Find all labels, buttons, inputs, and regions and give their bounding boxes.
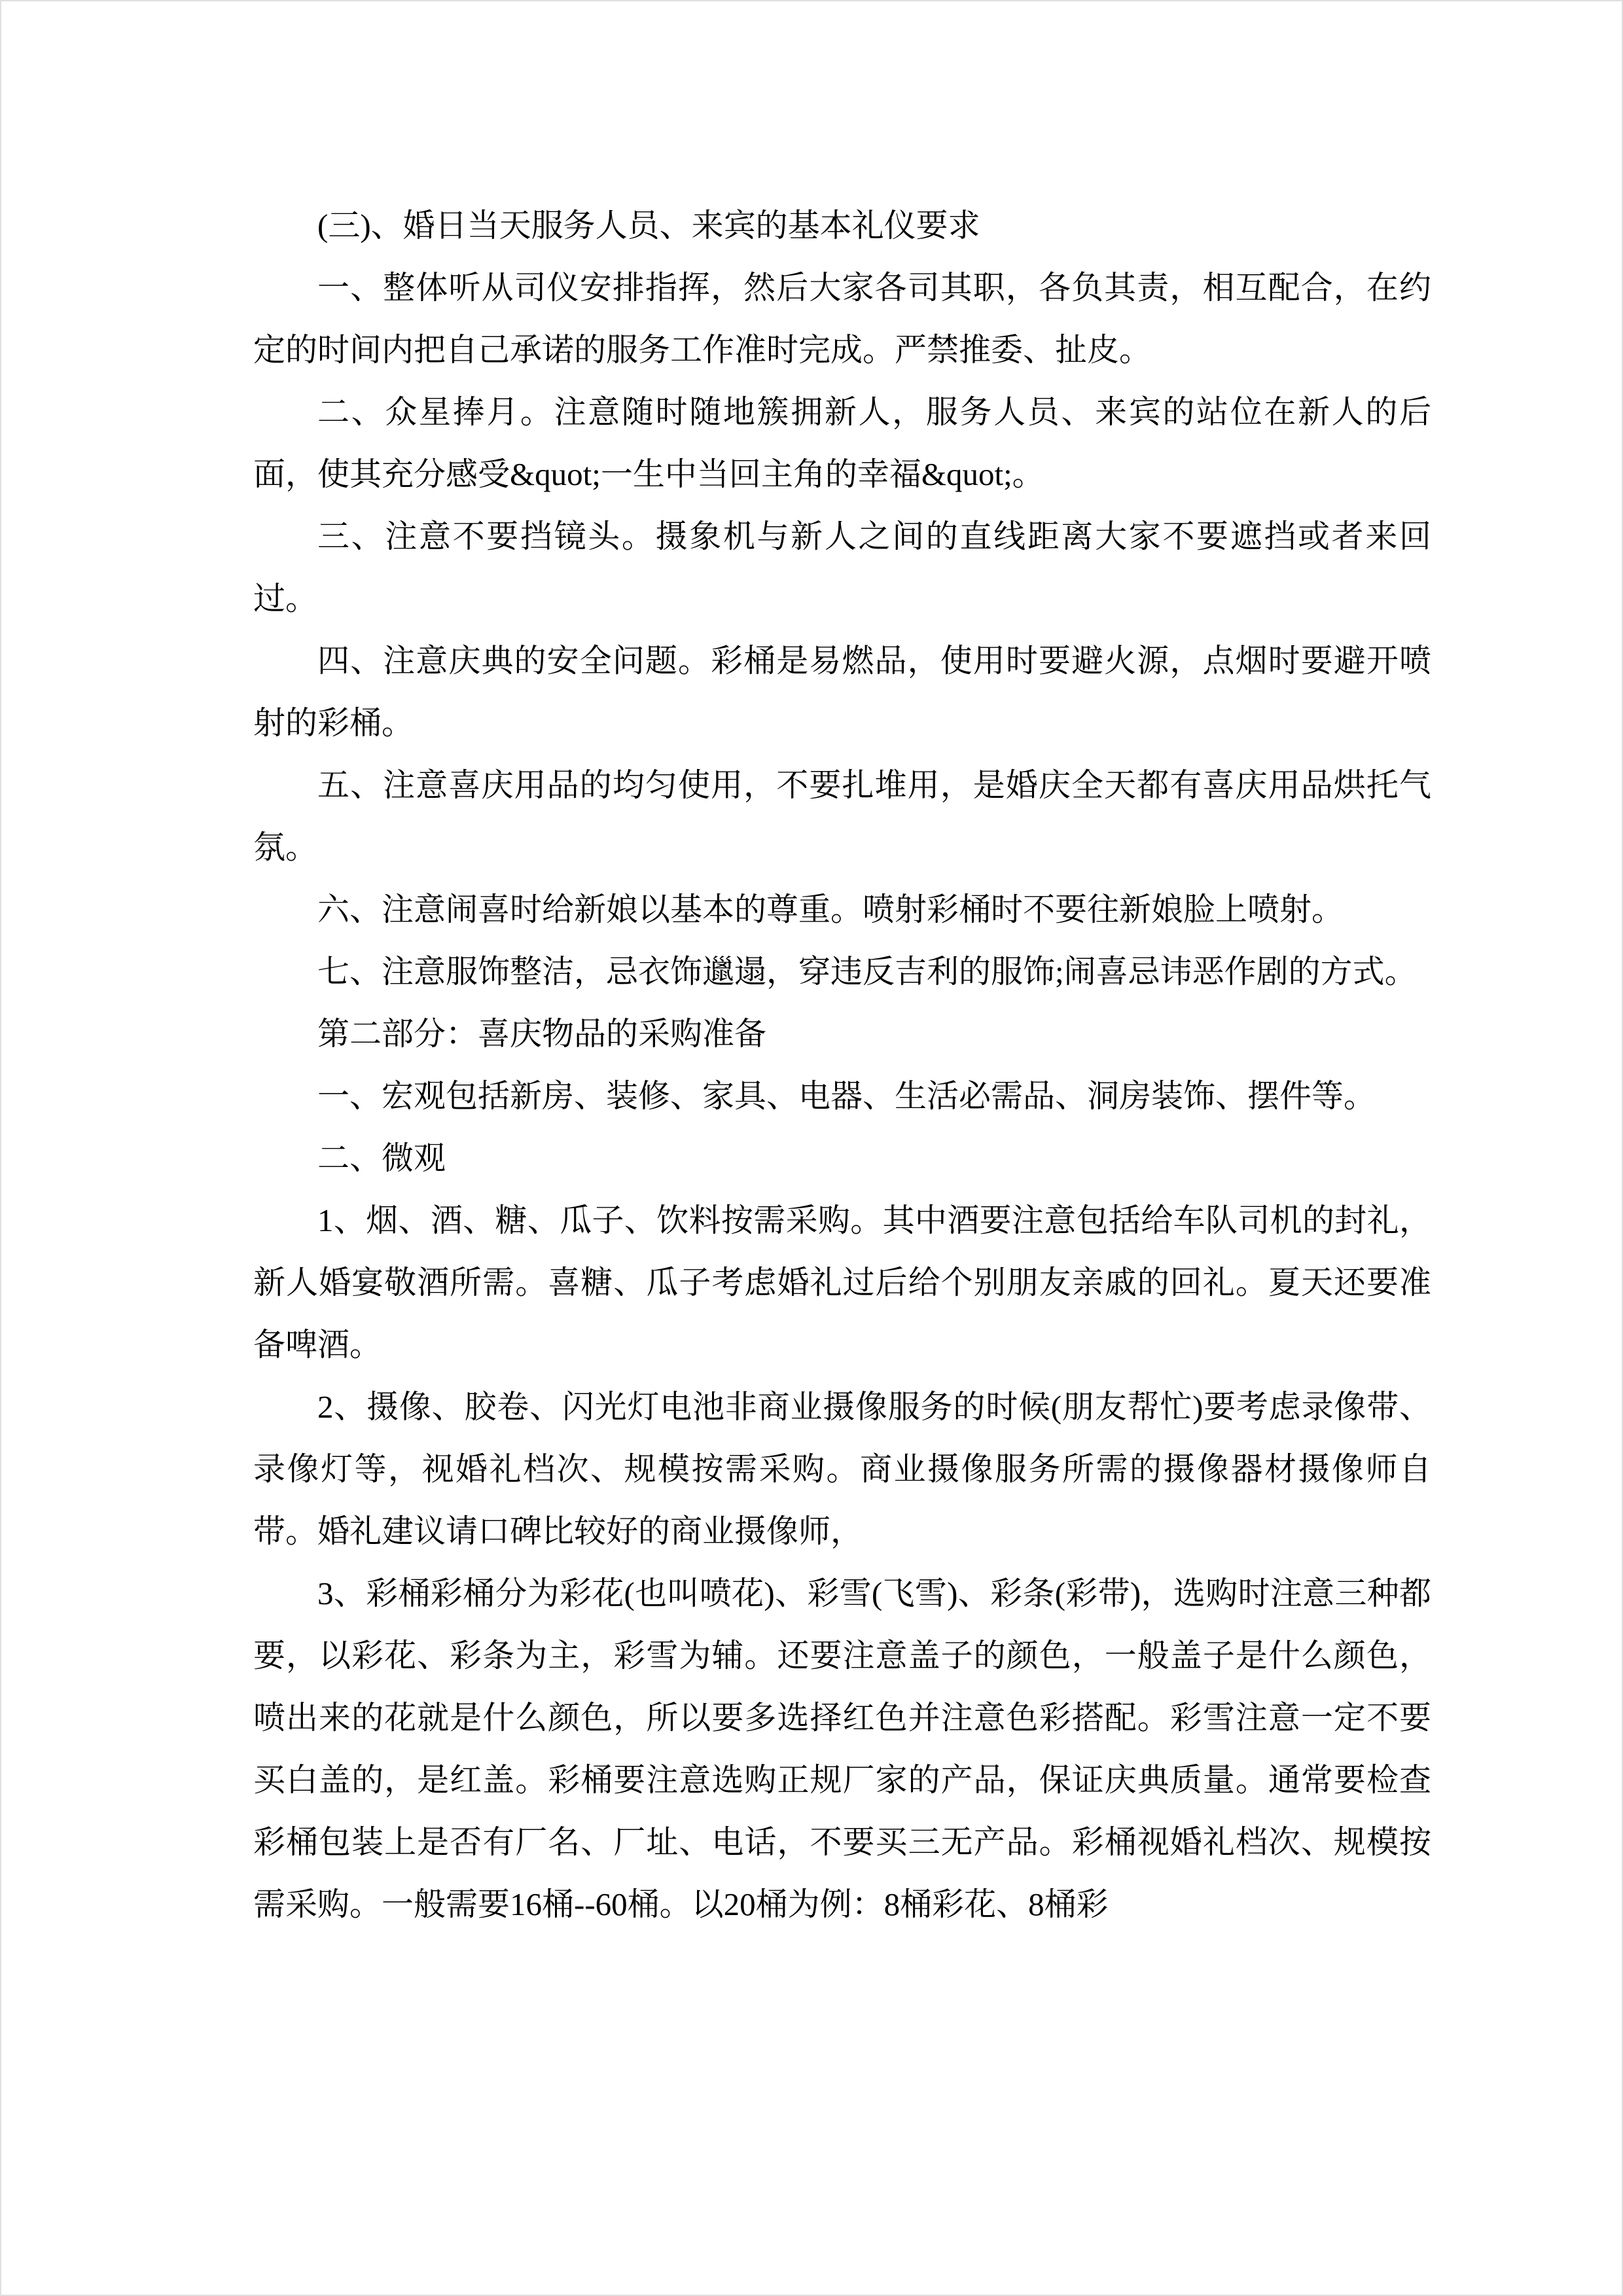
paragraph: 四、注意庆典的安全问题。彩桶是易燃品，使用时要避火源，点烟时要避开喷射的彩桶。	[253, 643, 1431, 741]
paragraph: 3、彩桶彩桶分为彩花(也叫喷花)、彩雪(飞雪)、彩条(彩带)，选购时注意三种都要，以彩花、彩条为主，彩雪为辅。还要注意盖子的颜色，一般盖子是什么颜色，喷出来的花就是什么颜色，所以要多选择红色并注意色彩搭配。彩雪注意一定不要买白盖的，是红盖。彩桶要注意选购正规厂家的产品，保证庆典质量。通常要检查彩桶包装上是否有厂名、厂址、电话，不要买三无产品。彩桶视婚礼档次、规模按需采购。一般需要16桶--60桶。以20桶为例：8桶彩花、8桶彩	[253, 1575, 1431, 1922]
paragraph: 七、注意服饰整洁，忌衣饰邋遢，穿违反吉利的服饰;闹喜忌讳恶作剧的方式。	[317, 954, 1417, 990]
paragraph: (三)、婚日当天服务人员、来宾的基本礼仪要求	[317, 207, 980, 243]
paragraph: 一、整体听从司仪安排指挥，然后大家各司其职，各负其责，相互配合，在约定的时间内把自己承诺的服务工作准时完成。严禁推委、扯皮。	[253, 270, 1431, 368]
document-body	[253, 194, 1431, 1935]
paragraph: 五、注意喜庆用品的均匀使用，不要扎堆用，是婚庆全天都有喜庆用品烘托气氛。	[253, 767, 1431, 865]
paragraph: 一、宏观包括新房、装修、家具、电器、生活必需品、洞房装饰、摆件等。	[317, 1078, 1376, 1114]
paragraph: 二、微观	[317, 1140, 446, 1176]
paragraph: 1、烟、酒、糖、瓜子、饮料按需采购。其中酒要注意包括给车队司机的封礼，新人婚宴敬酒所需。喜糖、瓜子考虑婚礼过后给个别朋友亲戚的回礼。夏天还要准备啤酒。	[253, 1202, 1431, 1363]
paragraph: 二、众星捧月。注意随时随地簇拥新人，服务人员、来宾的站位在新人的后面，使其充分感受&quot;一生中当回主角的幸福&quot;。	[253, 394, 1431, 492]
paragraph: 三、注意不要挡镜头。摄象机与新人之间的直线距离大家不要遮挡或者来回过。	[253, 518, 1431, 617]
paragraph: 六、注意闹喜时给新娘以基本的尊重。喷射彩桶时不要往新娘脸上喷射。	[317, 891, 1344, 927]
paragraph: 第二部分：喜庆物品的采购准备	[317, 1016, 767, 1052]
paragraph: 2、摄像、胶卷、闪光灯电池非商业摄像服务的时候(朋友帮忙)要考虑录像带、录像灯等，视婚礼档次、规模按需采购。商业摄像服务所需的摄像器材摄像师自带。婚礼建议请口碑比较好的商业摄像师，	[253, 1389, 1431, 1549]
